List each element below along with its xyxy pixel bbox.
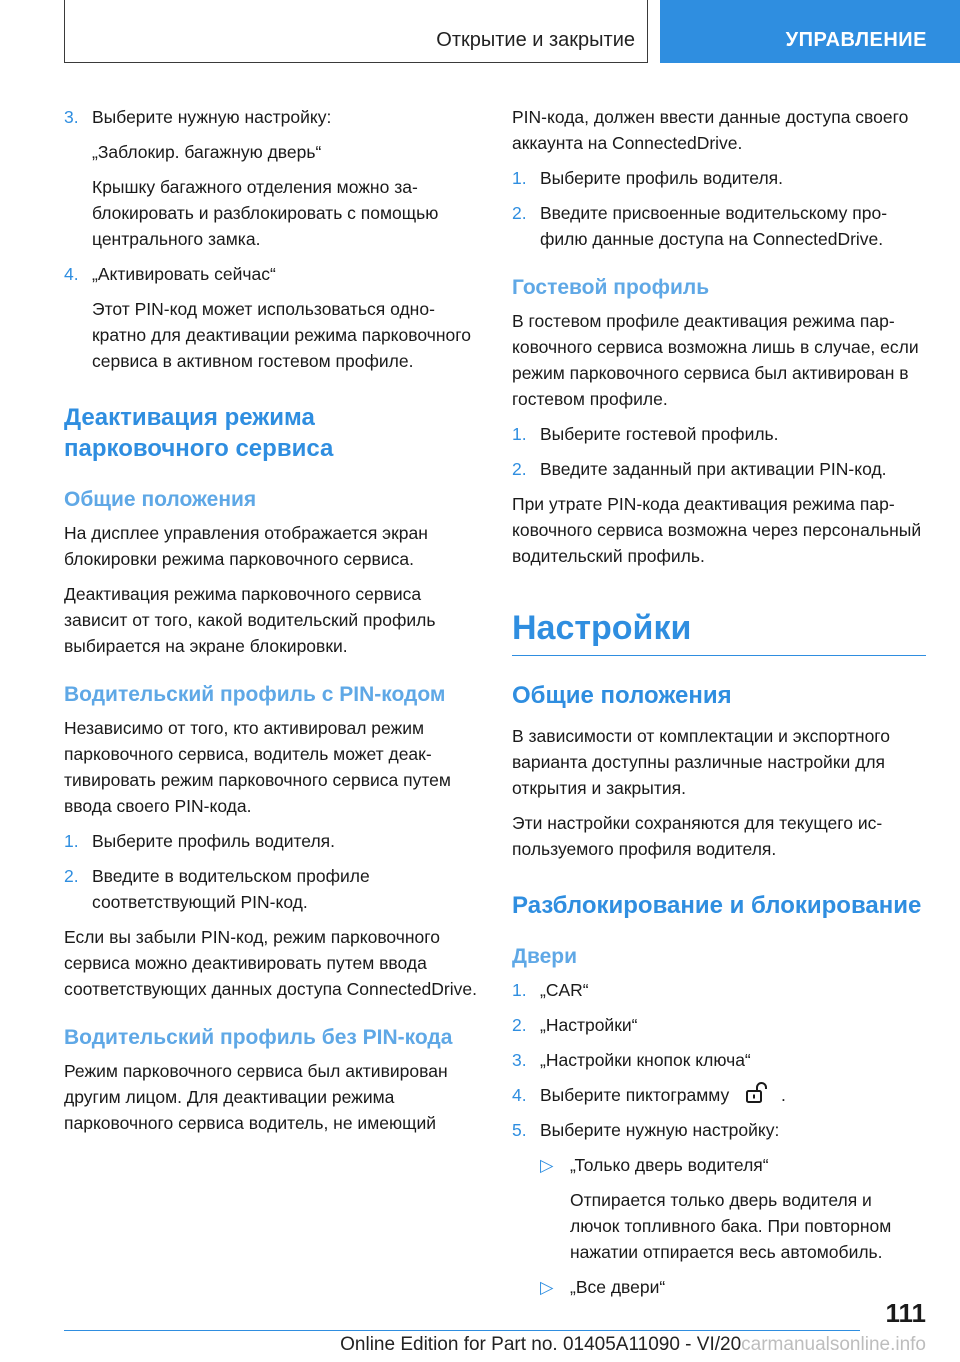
- step-number: 5.: [512, 1120, 527, 1140]
- paragraph: Деактивация режима парковочного сервиса зависит от того, какой водительский профиль выбирается на экране блокировки.: [64, 584, 436, 656]
- option-item: [540, 1274, 926, 1300]
- step-number: 1.: [512, 168, 527, 188]
- subsection-heading: Водительский профиль с PIN-кодом: [64, 683, 446, 706]
- step-text: Введите заданный при активации PIN-код.: [540, 459, 887, 479]
- step-text: Введите в водительском профиле соответствующий PIN-код.: [92, 866, 370, 912]
- step-number: 3.: [64, 107, 79, 127]
- step-text: „Активировать сейчас“: [92, 264, 276, 284]
- step-text: Выберите профиль водителя.: [540, 168, 783, 188]
- list-item: [64, 261, 478, 287]
- list-item: [512, 165, 926, 191]
- list-item: [64, 863, 478, 915]
- step-number: 2.: [512, 459, 527, 479]
- option-label: „Все двери“: [570, 1277, 666, 1297]
- paragraph: PIN-кода, должен ввести данные доступа своего аккаунта на ConnectedDrive.: [512, 107, 909, 153]
- option-description: Этот PIN-код может использоваться однократно для деактивации режима парковочного сервиса в активном гостевом профиле.: [92, 299, 471, 371]
- list-item: [512, 1117, 926, 1143]
- option-description: Крышку багажного отделения можно заблокировать и разблокировать с помощью центрального замка.: [92, 177, 439, 249]
- step-text: Выберите пиктограмму: [540, 1085, 730, 1105]
- triangle-bullet-icon: ▷: [540, 1277, 554, 1297]
- unlock-icon: [744, 1082, 770, 1104]
- paragraph: Эти настройки сохраняются для текущего используемого профиля водителя.: [512, 813, 883, 859]
- list-item: [64, 828, 478, 854]
- watermark: carmanualsonline.info: [741, 1334, 926, 1355]
- subsection-heading: Двери: [512, 945, 578, 968]
- paragraph: Независимо от того, кто активировал режим парковочного сервиса, водитель может деактивировать режим парковочного сервиса путем ввода своего PIN-кода.: [64, 718, 451, 816]
- step-text: Выберите нужную настройку:: [540, 1120, 780, 1140]
- step-text: Выберите гостевой профиль.: [540, 424, 779, 444]
- step-number: 1.: [512, 980, 527, 1000]
- footer-divider: [64, 1330, 860, 1331]
- triangle-bullet-icon: ▷: [540, 1155, 554, 1175]
- step-text: Выберите нужную настройку:: [92, 107, 332, 127]
- step-number: 1.: [512, 424, 527, 444]
- section-heading: Деактивация режима парковочного сервиса: [64, 404, 334, 462]
- subsection-heading: Гостевой профиль: [512, 276, 710, 299]
- header-section-title: Открытие и закрытие: [436, 29, 635, 51]
- step-text-with-icon: [540, 1082, 926, 1108]
- option-description: Отпирается только дверь водителя и лючок топливного бака. При повторном нажатии отпирается весь автомобиль.: [570, 1190, 892, 1262]
- subsection-heading: Общие положения: [64, 488, 257, 511]
- step-number: 3.: [512, 1050, 527, 1070]
- step-text: Выберите профиль водителя.: [92, 831, 335, 851]
- subsection-heading: Водительский профиль без PIN-кода: [64, 1026, 453, 1049]
- option-label: „Заблокир. багажную дверь“: [92, 142, 322, 162]
- step-number: 2.: [512, 203, 527, 223]
- paragraph: Режим парковочного сервиса был активирован другим лицом. Для деактивации режима парковочного сервиса водитель, не имеющий: [64, 1061, 448, 1133]
- paragraph: В зависимости от комплектации и экспортного варианта доступны различные настройки для открытия и закрытия.: [512, 726, 891, 798]
- step-text: „Настройки кнопок ключа“: [540, 1050, 751, 1070]
- header-section-box: [64, 0, 648, 63]
- step-text-end: .: [781, 1085, 786, 1105]
- header-chapter-tab: [660, 0, 960, 63]
- paragraph: При утрате PIN-кода деактивация режима парковочного сервиса возможна через персональный водительский профиль.: [512, 494, 922, 566]
- step-number: 1.: [64, 831, 79, 851]
- step-number: 2.: [512, 1015, 527, 1035]
- paragraph: На дисплее управления отображается экран блокировки режима парковочного сервиса.: [64, 523, 428, 569]
- chapter-heading: Настройки: [512, 607, 926, 656]
- list-item: [512, 977, 926, 1003]
- paragraph: В гостевом профиле деактивация режима парковочного сервиса возможна лишь в случае, если режим парковочного сервиса был активирован в гостевом профиле.: [512, 311, 919, 409]
- page-number: 111: [885, 1298, 926, 1328]
- section-heading: Разблокирование и блокирование: [512, 892, 922, 919]
- left-column: [64, 104, 478, 1145]
- list-item: [512, 200, 926, 252]
- list-item: [512, 1047, 926, 1073]
- list-item: [512, 456, 926, 482]
- step-text: „Настройки“: [540, 1015, 638, 1035]
- step-number: 4.: [512, 1085, 527, 1105]
- paragraph: Если вы забыли PIN-код, режим парковочного сервиса можно деактивировать путем ввода соответствующих данных доступа ConnectedDrive.: [64, 927, 477, 999]
- list-item: [512, 1082, 926, 1108]
- option-item: [540, 1152, 926, 1178]
- footer: [0, 1334, 926, 1356]
- step-number: 2.: [64, 866, 79, 886]
- right-column: [512, 104, 926, 1309]
- step-text: „CAR“: [540, 980, 589, 1000]
- section-heading: Общие положения: [512, 682, 732, 709]
- step-number: 4.: [64, 264, 79, 284]
- option-label: „Только дверь водителя“: [570, 1155, 769, 1175]
- list-item: [512, 1012, 926, 1038]
- list-item: [512, 421, 926, 447]
- header-chapter-title: УПРАВЛЕНИЕ: [785, 29, 927, 51]
- list-item: [64, 104, 478, 130]
- step-text: Введите присвоенные водительскому профилю данные доступа на ConnectedDrive.: [540, 203, 888, 249]
- edition-text: Online Edition for Part no. 01405A11090 - VI/20: [340, 1334, 742, 1355]
